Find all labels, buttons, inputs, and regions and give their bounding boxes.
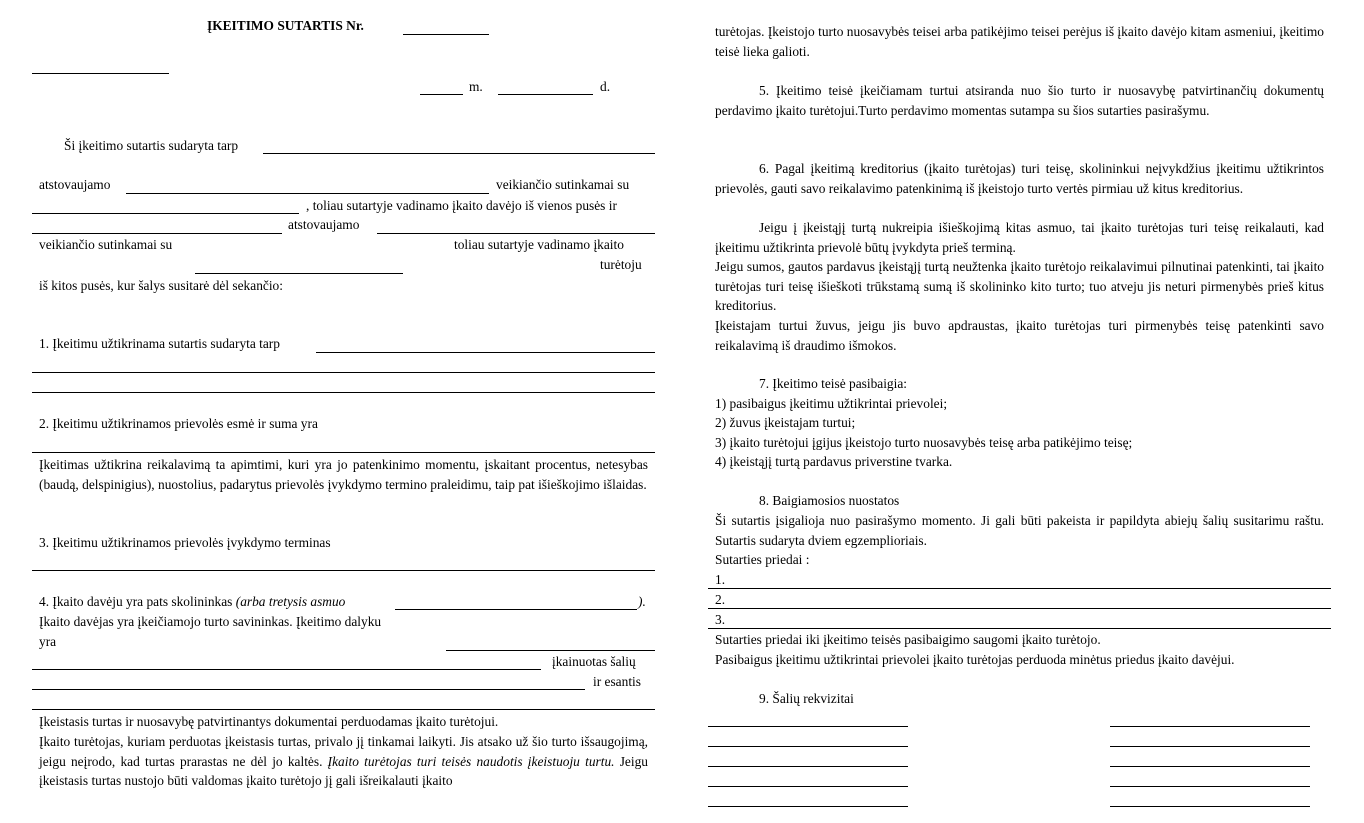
section7-heading: 7. Įkeitimo teisė pasibaigia: [759, 376, 908, 391]
termination-item: 1) pasibaigus įkeitimu užtikrintai prievolei; [715, 396, 948, 411]
section6-paragraph-d: Įkeistajam turtui žuvus, jeigu jis buvo apdraustas, įkaito turėtojas turi pirmenybės teisę patenkinti savo reikalavimą iš draudimo išmokos. [715, 318, 1324, 353]
holder-designation-1: toliau sutartyje vadinamo įkaito [454, 237, 624, 252]
section4-close-paren: ). [638, 594, 646, 609]
year-label: m. [469, 79, 483, 94]
annex-number: 2. [715, 592, 726, 607]
annex-field[interactable] [708, 588, 1331, 589]
termination-item: 4) įkeistąjį turtą pardavus priverstine tvarka. [715, 454, 953, 469]
section6-paragraph-c: Jeigu sumos, gautos pardavus įkeistąjį turtą neužtenka įkaito turėtojo reikalavimui pilnutinai patenkinti, tai įkaito turėtojas turi teisę išieškoti trūkstamą sumą iš skolininko kito turto; tuo atveju jis neturi pirmenybės prieš kitus kreditorius. [715, 259, 1324, 313]
section5-paragraph: 5. Įkeitimo teisė įkeičiamam turtui atsiranda nuo šio turto ir nuosavybę patvirtinančių dokumentų perdavimo įkaito turėtojui.Turto perdavimo momentas sutampa su šios sutarties pasirašymu. [715, 83, 1324, 118]
annex-note: Sutarties priedai iki įkeitimo teisės pasibaigimo saugomi įkaito turėtojo. [715, 632, 1101, 647]
place-field[interactable] [32, 73, 169, 74]
section6-paragraph: 6. Pagal įkeitimą kreditorius (įkaito turėtojas) turi teisę, skolininkui neįvykdžius įkeitimu užtikrintos prievolės, gauti savo reikalavimo patenkinimą iš įkeistojo turto vertės pirmiau už kitus kreditorius. [715, 161, 1324, 196]
representative1-field[interactable] [126, 193, 489, 194]
pledgor-designation: , toliau sutartyje vadinamo įkaito davėjo iš vienos pusės ir [306, 198, 617, 213]
party2-requisite-line[interactable] [1110, 766, 1310, 767]
basis2-field[interactable] [195, 273, 403, 274]
contract-number-field[interactable] [403, 34, 489, 35]
valued-label: įkainuotas šalių [552, 654, 636, 669]
section2-label: 2. Įkeitimu užtikrinamos prievolės esmė ir suma yra [39, 416, 318, 431]
continuation-paragraph: turėtojas. Įkeistojo turto nuosavybės teisei arba patikėjimo teisei perėjus iš įkaito davėjo kitam asmeniui, įkeitimo teisė lieka galioti. [715, 24, 1324, 59]
party1-field[interactable] [263, 153, 655, 154]
party1-requisite-line[interactable] [708, 726, 908, 727]
party1-requisite-line[interactable] [708, 806, 908, 807]
pledge-object-field-a[interactable] [446, 650, 655, 651]
claims-paragraph: Įkeitimas užtikrina reikalavimą ta apimtimi, kuri yra jo patenkinimo momentu, įskaitant procentus, netesybas (baudą, delspinigius), nuostolius, padarytus prievolės įvykdymo termino praleidimu, taip pat išieškojimo išlaidas. [39, 457, 648, 492]
annex-field[interactable] [708, 628, 1331, 629]
annex-note: Pasibaigus įkeitimu užtikrintai prievolei įkaito turėtojas perduoda minėtus priedus įkaito davėjui. [715, 652, 1235, 667]
section3-field[interactable] [32, 570, 655, 571]
representative2-field[interactable] [377, 233, 655, 234]
section3-label: 3. Įkeitimu užtikrinamos prievolės įvykdymo terminas [39, 535, 331, 550]
party1-requisite-line[interactable] [708, 746, 908, 747]
section8-paragraph: Ši sutartis įsigalioja nuo pasirašymo momento. Ji gali būti pakeista ir papildyta abiejų šalių susitarimu raštu. Sutartis sudaryta dviem egzemplioriais. [715, 513, 1324, 548]
day-label: d. [600, 79, 611, 94]
represented-by-label-2: atstovaujamo [288, 217, 360, 232]
documents-text: Įkeistasis turtas ir nuosavybę patvirtinantys dokumentai perduodamas įkaito turėtojui. [39, 714, 499, 729]
section9-heading: 9. Šalių rekvizitai [759, 691, 854, 706]
party2-requisite-line[interactable] [1110, 746, 1310, 747]
section4-label: 4. Įkaito davėju yra pats skolininkas (arba tretysis asmuo [39, 594, 346, 609]
object-is-label: yra [39, 634, 57, 649]
party1-requisite-line[interactable] [708, 766, 908, 767]
other-side-text: iš kitos pusės, kur šalys susitarė dėl sekančio: [39, 278, 283, 293]
section6-paragraph-b: Jeigu į įkeistąjį turtą nukreipia išieškojimą kitas asmuo, tai įkaito turėtojas turi teisę reikalauti, kad įkeitimu užtikrinta prievolė būtų įvykdyta prieš terminą. [715, 220, 1324, 255]
party2-requisite-line[interactable] [1110, 786, 1310, 787]
annex-field[interactable] [708, 608, 1331, 609]
location-field[interactable] [32, 709, 655, 710]
acting-label-1: veikiančio sutinkamai su [496, 177, 630, 192]
section8-heading: 8. Baigiamosios nuostatos [759, 493, 900, 508]
acting-label-2: veikiančio sutinkamai su [39, 237, 173, 252]
party2-field[interactable] [32, 233, 282, 234]
party1-requisite-line[interactable] [708, 786, 908, 787]
section1-field-c[interactable] [32, 392, 655, 393]
represented-by-label-1: atstovaujamo [39, 177, 111, 192]
care-paragraph: Įkaito turėtojas, kuriam perduotas įkeistasis turtas, privalo jį tinkamai laikyti. Jis atsako už šio turto išsaugojimą, jeigu neįrodo, kad turtas prarastas ne dėl jo kaltės. Įkaito turėtojas turi teisės naudotis įkeistuoju turtu. Jeigu įkeistasis turtas nustojo būti valdomas įkaito turėtojo jį gali išreikalauti įkaito [39, 734, 648, 788]
section1-label: 1. Įkeitimu užtikrinama sutartis sudaryta tarp [39, 336, 280, 351]
annex-number: 1. [715, 572, 726, 587]
annex-number: 3. [715, 612, 726, 627]
year-field[interactable] [420, 94, 463, 95]
located-label: ir esantis [593, 674, 641, 689]
holder-designation-2: turėtoju [600, 257, 642, 272]
contract-title: ĮKEITIMO SUTARTIS Nr. [207, 18, 364, 33]
termination-item: 2) žuvus įkeistajam turtui; [715, 415, 856, 430]
party2-requisite-line[interactable] [1110, 726, 1310, 727]
date-field[interactable] [498, 94, 593, 95]
third-party-field[interactable] [395, 609, 637, 610]
annexes-label: Sutarties priedai : [715, 552, 810, 567]
party2-requisite-line[interactable] [1110, 806, 1310, 807]
basis1-field[interactable] [32, 213, 299, 214]
owner-text: Įkaito davėjas yra įkeičiamojo turto savininkas. Įkeitimo dalyku [39, 614, 382, 629]
section1-field-a[interactable] [316, 352, 655, 353]
section1-field-b[interactable] [32, 372, 655, 373]
pledge-object-field-b[interactable] [32, 669, 541, 670]
intro-text: Ši įkeitimo sutartis sudaryta tarp [64, 138, 239, 153]
valuation-field[interactable] [32, 689, 585, 690]
section2-field[interactable] [32, 452, 655, 453]
termination-item: 3) įkaito turėtojui įgijus įkeistojo turto nuosavybės teisę arba patikėjimo teisę; [715, 435, 1133, 450]
